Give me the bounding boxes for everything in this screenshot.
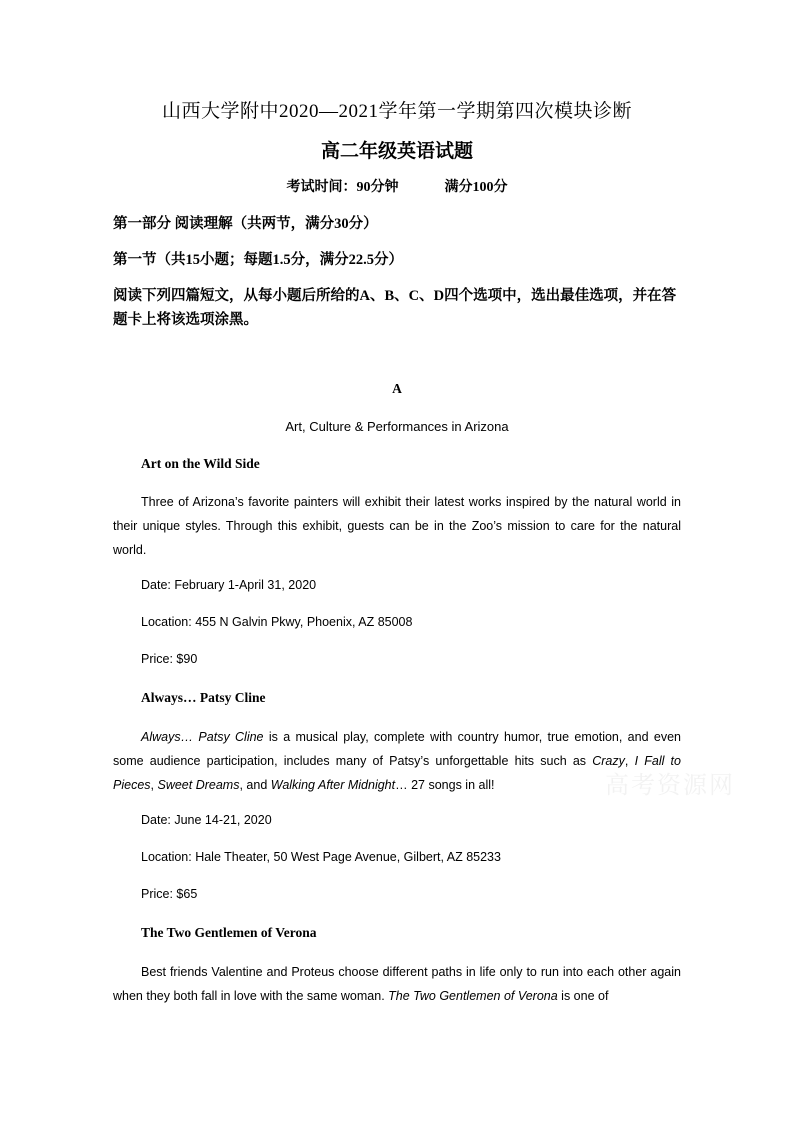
description-text: , — [624, 754, 635, 768]
event-location-patsy-cline: Location: Hale Theater, 50 West Page Avenue, Gilbert, AZ 85233 — [141, 850, 501, 864]
description-text: is a musical play, complete with country humor, true emotion, and even some audience participation, includes many of Patsy’s unforgettable hits such as — [113, 730, 681, 768]
exam-subtitle: 高二年级英语试题 — [320, 141, 473, 162]
description-text: … 27 songs in all! — [395, 778, 495, 792]
description-text: , and — [239, 778, 271, 792]
passage-letter: A — [392, 381, 402, 396]
event-location-art-wild-side: Location: 455 N Galvin Pkwy, Phoenix, AZ 85008 — [141, 615, 413, 629]
song-title: I Fall to Pieces — [113, 754, 681, 792]
part-one-title: 第一部分 阅读理解（共两节，满分30分） — [113, 216, 378, 232]
section-one-title: 第一节（共15小题；每题1.5分，满分22.5分） — [113, 252, 403, 268]
exam-score: 满分100分 — [444, 180, 508, 195]
event-heading-art-wild-side: Art on the Wild Side — [141, 456, 260, 471]
song-title: Crazy — [592, 754, 625, 768]
event-description-two-gentlemen — [113, 960, 681, 1008]
passage-title: Art, Culture & Performances in Arizona — [285, 419, 509, 434]
play-title: Always… Patsy Cline — [141, 730, 264, 744]
event-date-patsy-cline: Date: June 14-21, 2020 — [141, 813, 272, 827]
description-text: is one of — [557, 989, 609, 1003]
exam-time: 考试时间：90分钟 — [286, 180, 399, 195]
song-title: Sweet Dreams — [157, 778, 240, 792]
exam-title: 山西大学附中2020—2021学年第一学期第四次模块诊断 — [161, 101, 632, 122]
instructions: 阅读下列四篇短文，从每小题后所给的A、B、C、D四个选项中，选出最佳选项，并在答题卡上将该选项涂黑。 — [113, 288, 677, 328]
event-description-art-wild-side: Three of Arizona’s favorite painters will exhibit their latest works inspired by the natural world in their unique styles. Through this exhibit, guests can be in the Zoo’s mission to care for the natural world. — [113, 495, 681, 557]
watermark: 高考资源网 — [605, 771, 735, 799]
event-date-art-wild-side: Date: February 1-April 31, 2020 — [141, 578, 317, 592]
event-heading-two-gentlemen: The Two Gentlemen of Verona — [141, 925, 317, 940]
description-text: Best friends Valentine and Proteus choose different paths in life only to run into each other again when they both fall in love with the same woman. — [113, 965, 681, 1003]
event-price-art-wild-side: Price: $90 — [141, 652, 198, 666]
event-heading-patsy-cline: Always… Patsy Cline — [141, 690, 266, 705]
exam-info — [0, 176, 794, 196]
event-price-patsy-cline: Price: $65 — [141, 887, 198, 901]
description-text: , — [150, 778, 158, 792]
play-title: The Two Gentlemen of Verona — [388, 989, 558, 1003]
event-description-patsy-cline — [113, 725, 681, 797]
song-title: Walking After Midnight — [270, 778, 396, 792]
